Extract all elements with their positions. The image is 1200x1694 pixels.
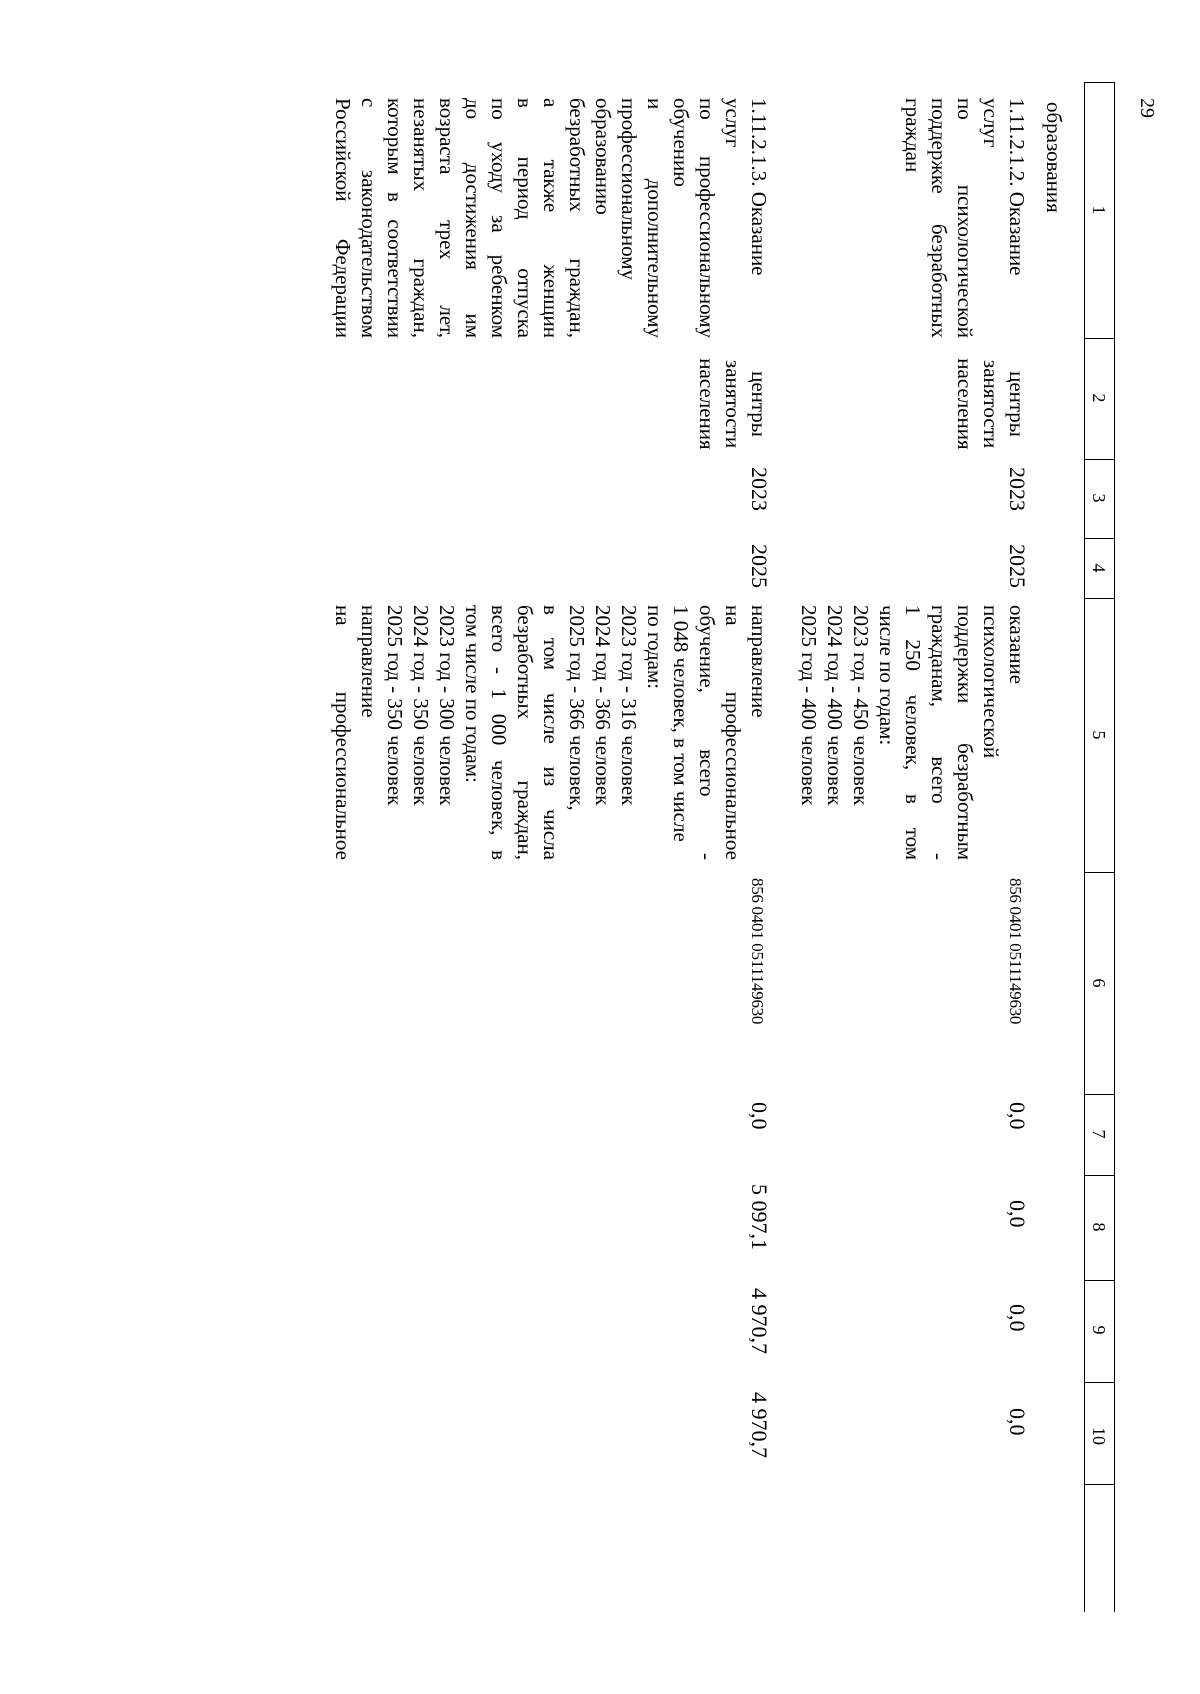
column-divider: [1085, 1382, 1115, 1383]
row1-col7-value: 0,0: [1005, 1102, 1030, 1130]
column-number-10: 10: [1089, 1427, 1109, 1445]
column-divider: [1085, 598, 1115, 599]
column-number-8: 8: [1089, 1222, 1109, 1232]
row2-activity-name: 1.11.2.1.3. Оказание услуг по профессиональному обучению и дополнительному профессиональному образованию безработных граждан, а также женщин в период отпуска по уходу за ребенком до достижения им возраста трех лет, незанятых граждан, которым в соответствии с законодательством Российской Федерации: [331, 98, 771, 338]
column-number-3: 3: [1089, 493, 1109, 503]
page-number: 29: [1136, 98, 1158, 118]
row1-col9-value: 0,0: [1005, 1304, 1030, 1332]
row2-col7-value: 0,0: [747, 1102, 772, 1130]
column-number-2: 2: [1089, 393, 1109, 403]
row1-indicator: оказание психологической поддержки безработным гражданам, всего - 1 250 человек, в том числе по годам: 2023 год - 450 человек 2024 год - 400 человек 2025 год - 400 человек: [797, 605, 1029, 860]
column-number-5: 5: [1089, 730, 1109, 740]
row2-end-year: 2025: [747, 544, 772, 588]
row1-col8-value: 0,0: [1005, 1200, 1030, 1228]
row2-indicator: направление на профессиональное обучение, всего - 1 048 человек, в том числе по годам: 2023 год - 316 человек 2024 год - 366 человек 2025 год - 366 человек, в том числе из числа безработных граждан, всего - 1 000 человек, в том числе по годам: 2023 год - 300 человек 2024 год - 350 человек 2025 год - 350 человек направление на профессиональное: [331, 605, 771, 860]
budget-table: [215, 82, 1115, 1642]
column-number-1: 1: [1089, 205, 1109, 215]
row2-budget-code: 856 0401 0511149630: [748, 878, 767, 1025]
row2-col8-value: 5 097,1: [747, 1184, 772, 1250]
row1-col10-value: 0,0: [1005, 1408, 1030, 1436]
column-divider: [1085, 538, 1115, 539]
column-divider: [1085, 338, 1115, 339]
continuation-text: образования: [1042, 102, 1066, 213]
column-divider: [1085, 1484, 1115, 1485]
row1-budget-code: 856 0401 0511149630: [1006, 878, 1025, 1025]
column-number-9: 9: [1089, 1325, 1109, 1335]
column-divider: [1085, 1280, 1115, 1281]
row2-executor: центры занятости населения: [695, 358, 771, 450]
row2-col9-value: 4 970,7: [747, 1288, 772, 1354]
column-number-6: 6: [1089, 978, 1109, 988]
column-divider: [1085, 459, 1115, 460]
column-divider: [1085, 82, 1115, 83]
column-divider: [1085, 1094, 1115, 1095]
row1-end-year: 2025: [1005, 544, 1030, 588]
row1-executor: центры занятости населения: [953, 358, 1029, 450]
row1-activity-name: 1.11.2.1.2. Оказание услуг по психологической поддержке безработных граждан: [901, 98, 1029, 338]
column-divider: [1085, 872, 1115, 873]
column-number-4: 4: [1089, 563, 1109, 573]
row1-start-year: 2023: [1005, 467, 1030, 511]
column-divider: [1085, 1175, 1115, 1176]
column-number-7: 7: [1089, 1129, 1109, 1139]
row2-col10-value: 4 970,7: [747, 1392, 772, 1458]
row2-start-year: 2023: [747, 467, 772, 511]
